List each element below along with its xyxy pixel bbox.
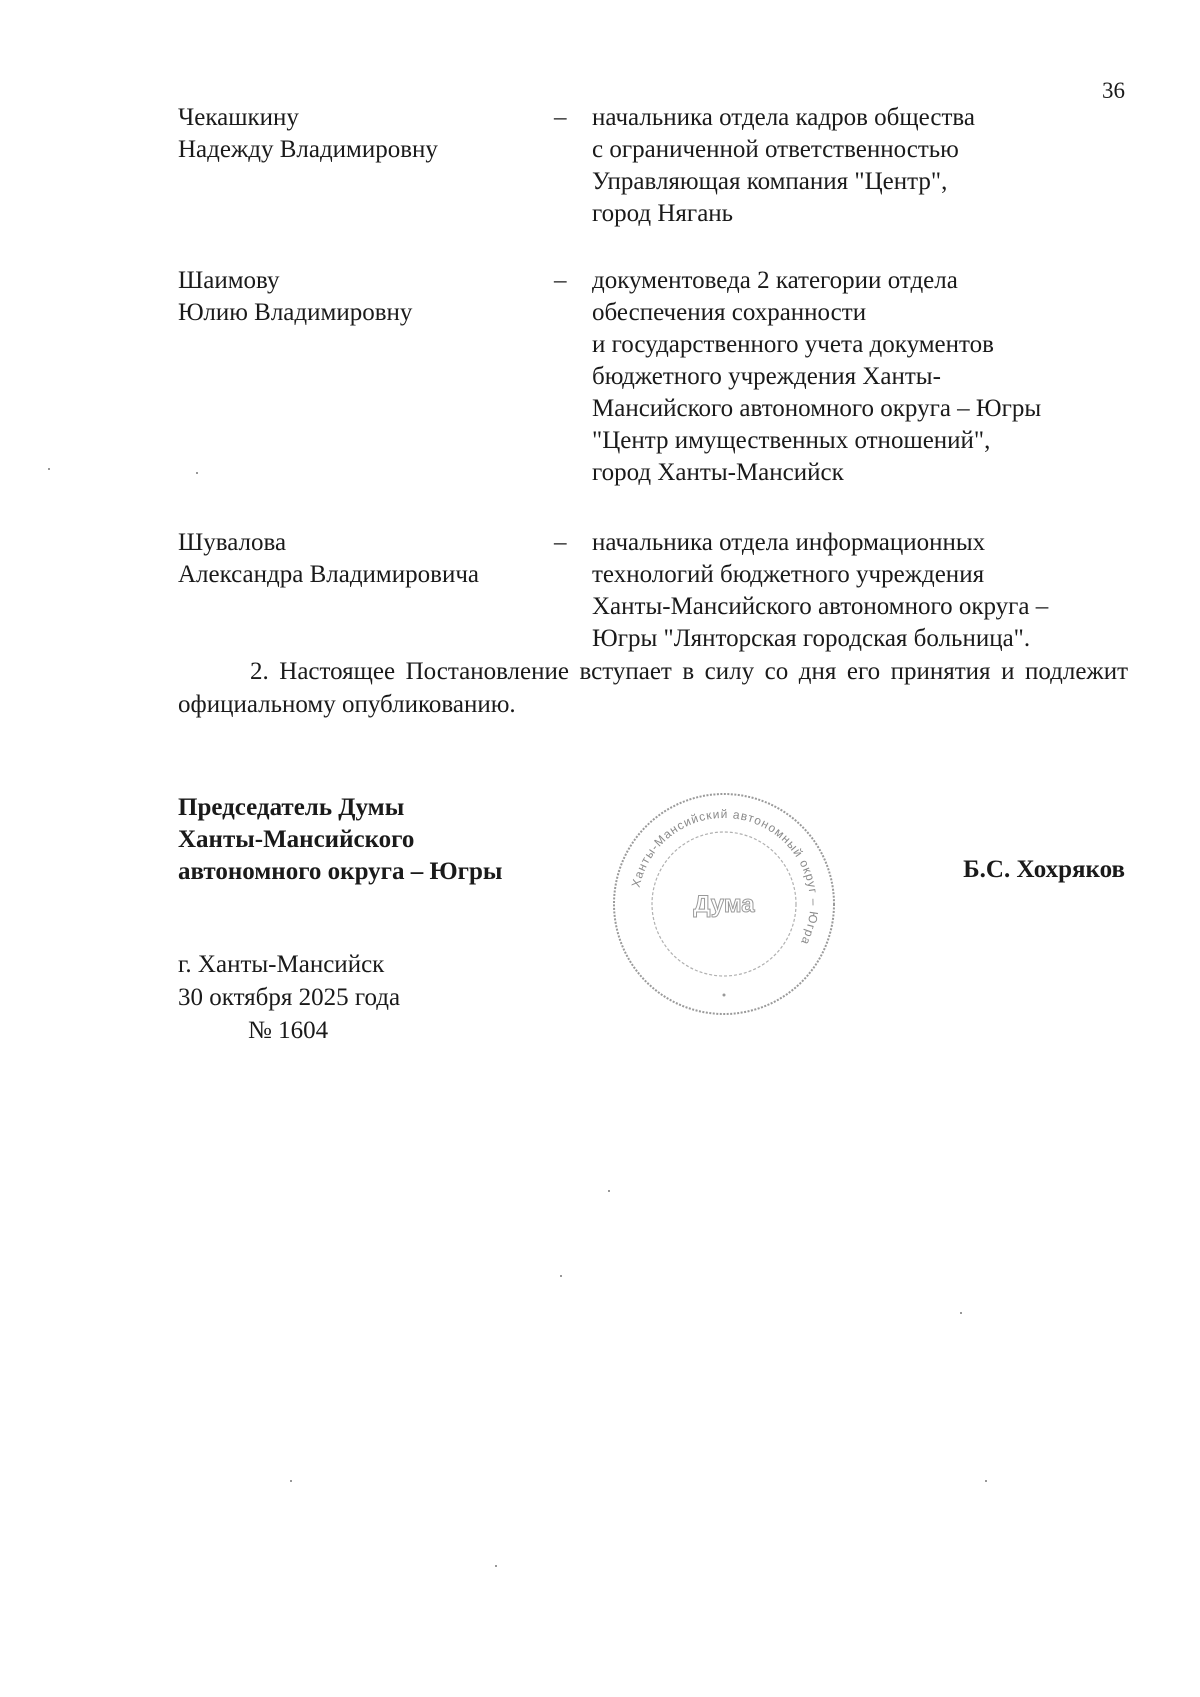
person-position: начальника отдела информационных технологий бюджетного учреждения Ханты-Мансийского автономного округа – Югры "Лянторская городская больница".	[592, 529, 1049, 652]
place-and-date-block	[178, 948, 400, 1047]
dash: –	[554, 529, 567, 556]
page-number: 36	[1102, 78, 1125, 103]
seal-center-text: Дума	[693, 891, 755, 918]
clause-2: 2. Настоящее Постановление вступает в силу со дня его принятия и подлежит официальному опубликованию.	[178, 658, 1128, 718]
official-seal	[610, 790, 838, 1018]
person-position: начальника отдела кадров общества с ограниченной ответственностью Управляющая компания "Центр", город Нягань	[592, 104, 975, 227]
dash: –	[554, 104, 567, 131]
signer-title: Председатель Думы Ханты-Мансийского автономного округа – Югры	[178, 794, 503, 885]
person-name: Шувалова Александра Владимировича	[178, 529, 479, 588]
scan-speck	[608, 1190, 610, 1192]
scan-speck	[196, 472, 198, 474]
person-name: Чекашкину Надежду Владимировну	[178, 104, 438, 163]
scan-speck	[560, 1275, 562, 1277]
seal-ring-text	[629, 807, 821, 948]
person-position: документоведа 2 категории отдела обеспечения сохранности и государственного учета документов бюджетного учреждения Ханты- Мансийского автономного округа – Югры "Центр имущественных отношений", город Ханты-Мансийск	[592, 267, 1042, 486]
date: 30 октября 2025 года	[178, 984, 401, 1011]
place: г. Ханты-Мансийск	[178, 951, 385, 978]
scan-speck	[290, 1480, 292, 1482]
scan-speck	[495, 1565, 497, 1567]
document-number: № 1604	[248, 1017, 329, 1044]
seal-ring-textpath: Ханты-Мансийский автономный округ – Югра	[628, 806, 822, 948]
signer-name: Б.С. Хохряков	[963, 856, 1125, 883]
dash: –	[554, 267, 567, 294]
scan-speck	[985, 1480, 987, 1482]
seal-dot	[723, 994, 726, 997]
person-name: Шаимову Юлию Владимировну	[178, 267, 413, 326]
scan-speck	[48, 468, 50, 470]
scan-speck	[960, 1312, 962, 1314]
